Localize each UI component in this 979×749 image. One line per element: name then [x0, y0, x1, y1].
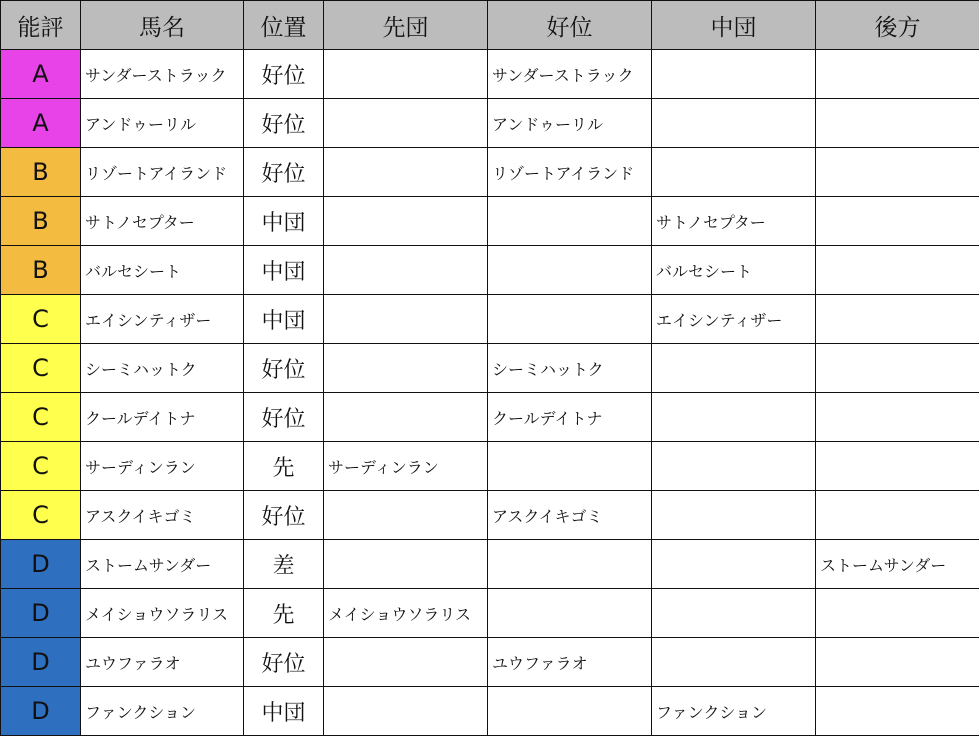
mid-group-cell: バルセシート	[652, 246, 816, 295]
grade-cell: D	[1, 540, 81, 589]
grade-cell: D	[1, 589, 81, 638]
rear-cell	[816, 687, 979, 736]
rear-cell	[816, 442, 979, 491]
table-row	[1, 197, 979, 246]
rear-cell	[816, 344, 979, 393]
position-cell: 好位	[244, 393, 324, 442]
table-row	[1, 589, 979, 638]
grade-cell: B	[1, 148, 81, 197]
mid-group-cell	[652, 540, 816, 589]
good-position-cell: アンドゥーリル	[488, 99, 652, 148]
mid-group-cell	[652, 491, 816, 540]
table-row	[1, 344, 979, 393]
rear-cell	[816, 393, 979, 442]
horse-name-cell: リゾートアイランド	[81, 148, 244, 197]
position-cell: 先	[244, 442, 324, 491]
table-row	[1, 295, 979, 344]
good-position-cell	[488, 589, 652, 638]
grade-cell: C	[1, 295, 81, 344]
position-cell: 中団	[244, 295, 324, 344]
front-group-cell	[324, 197, 488, 246]
header-mid-group: 中団	[652, 1, 816, 50]
horse-name-cell: シーミハットク	[81, 344, 244, 393]
good-position-cell: シーミハットク	[488, 344, 652, 393]
rear-cell	[816, 99, 979, 148]
front-group-cell	[324, 393, 488, 442]
front-group-cell	[324, 50, 488, 99]
position-cell: 先	[244, 589, 324, 638]
mid-group-cell	[652, 393, 816, 442]
grade-cell: A	[1, 99, 81, 148]
rear-cell	[816, 246, 979, 295]
horse-name-cell: サンダーストラック	[81, 50, 244, 99]
front-group-cell	[324, 246, 488, 295]
table-row	[1, 687, 979, 736]
position-cell: 好位	[244, 148, 324, 197]
grade-cell: C	[1, 491, 81, 540]
grade-cell: C	[1, 344, 81, 393]
rear-cell	[816, 295, 979, 344]
good-position-cell	[488, 442, 652, 491]
grade-cell: C	[1, 393, 81, 442]
good-position-cell	[488, 197, 652, 246]
table-row	[1, 442, 979, 491]
grade-cell: A	[1, 50, 81, 99]
header-good-position: 好位	[488, 1, 652, 50]
header-front-group: 先団	[324, 1, 488, 50]
horse-name-cell: アスクイキゴミ	[81, 491, 244, 540]
horse-name-cell: クールデイトナ	[81, 393, 244, 442]
front-group-cell	[324, 638, 488, 687]
good-position-cell: アスクイキゴミ	[488, 491, 652, 540]
front-group-cell	[324, 99, 488, 148]
table-row	[1, 246, 979, 295]
mid-group-cell	[652, 50, 816, 99]
rear-cell: ストームサンダー	[816, 540, 979, 589]
front-group-cell	[324, 687, 488, 736]
front-group-cell	[324, 344, 488, 393]
good-position-cell	[488, 687, 652, 736]
horse-name-cell: サーディンラン	[81, 442, 244, 491]
mid-group-cell	[652, 638, 816, 687]
grade-cell: B	[1, 246, 81, 295]
rear-cell	[816, 197, 979, 246]
rear-cell	[816, 148, 979, 197]
grade-cell: D	[1, 638, 81, 687]
table-row	[1, 99, 979, 148]
front-group-cell	[324, 491, 488, 540]
horse-name-cell: ストームサンダー	[81, 540, 244, 589]
horse-name-cell: メイショウソラリス	[81, 589, 244, 638]
mid-group-cell: ファンクション	[652, 687, 816, 736]
position-cell: 中団	[244, 246, 324, 295]
table-row	[1, 638, 979, 687]
position-cell: 好位	[244, 50, 324, 99]
grade-cell: D	[1, 687, 81, 736]
mid-group-cell: エイシンティザー	[652, 295, 816, 344]
rear-cell	[816, 50, 979, 99]
mid-group-cell	[652, 148, 816, 197]
table-row	[1, 491, 979, 540]
mid-group-cell	[652, 442, 816, 491]
rear-cell	[816, 589, 979, 638]
mid-group-cell	[652, 589, 816, 638]
front-group-cell	[324, 540, 488, 589]
front-group-cell: メイショウソラリス	[324, 589, 488, 638]
mid-group-cell: サトノセプター	[652, 197, 816, 246]
horse-name-cell: サトノセプター	[81, 197, 244, 246]
position-cell: 中団	[244, 687, 324, 736]
position-cell: 好位	[244, 638, 324, 687]
position-cell: 好位	[244, 344, 324, 393]
horse-name-cell: バルセシート	[81, 246, 244, 295]
header-grade: 能評	[1, 1, 81, 50]
table-row	[1, 393, 979, 442]
position-cell: 中団	[244, 197, 324, 246]
good-position-cell: サンダーストラック	[488, 50, 652, 99]
header-position: 位置	[244, 1, 324, 50]
good-position-cell: リゾートアイランド	[488, 148, 652, 197]
position-cell: 好位	[244, 99, 324, 148]
table-row	[1, 540, 979, 589]
horse-name-cell: ファンクション	[81, 687, 244, 736]
good-position-cell: クールデイトナ	[488, 393, 652, 442]
good-position-cell	[488, 246, 652, 295]
front-group-cell	[324, 148, 488, 197]
horse-name-cell: ユウファラオ	[81, 638, 244, 687]
mid-group-cell	[652, 344, 816, 393]
position-cell: 差	[244, 540, 324, 589]
good-position-cell	[488, 295, 652, 344]
good-position-cell: ユウファラオ	[488, 638, 652, 687]
front-group-cell	[324, 295, 488, 344]
good-position-cell	[488, 540, 652, 589]
table-row	[1, 148, 979, 197]
horse-name-cell: エイシンティザー	[81, 295, 244, 344]
rear-cell	[816, 491, 979, 540]
front-group-cell: サーディンラン	[324, 442, 488, 491]
table-body	[1, 50, 979, 736]
grade-cell: B	[1, 197, 81, 246]
horse-name-cell: アンドゥーリル	[81, 99, 244, 148]
mid-group-cell	[652, 99, 816, 148]
position-cell: 好位	[244, 491, 324, 540]
header-row	[1, 1, 979, 50]
rear-cell	[816, 638, 979, 687]
grade-cell: C	[1, 442, 81, 491]
table-row	[1, 50, 979, 99]
header-rear: 後方	[816, 1, 979, 50]
header-horse-name: 馬名	[81, 1, 244, 50]
